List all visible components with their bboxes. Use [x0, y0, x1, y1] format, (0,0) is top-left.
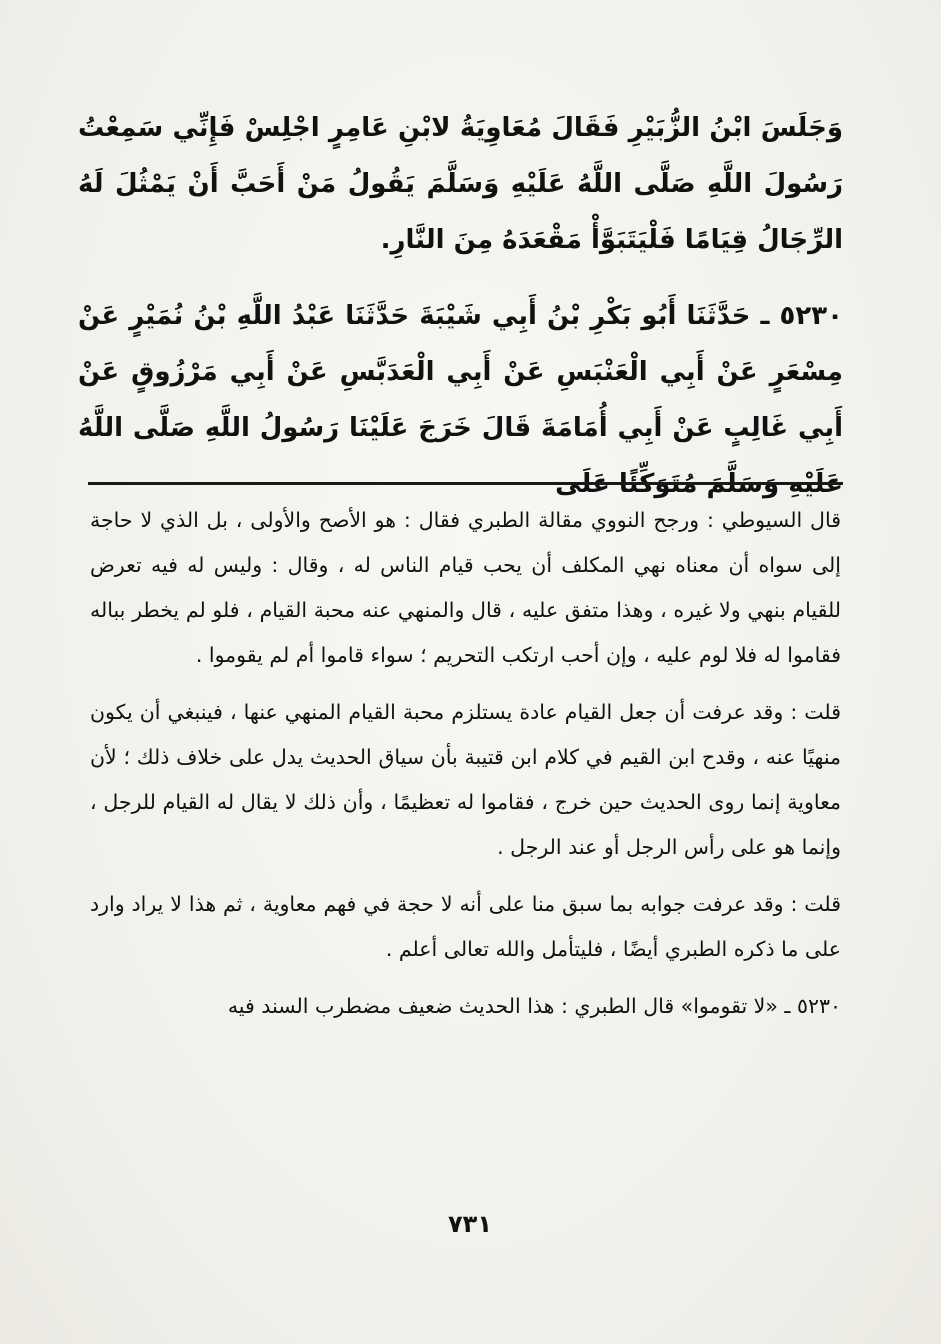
page-number: ٧٣١ [448, 1210, 492, 1238]
hadith-main-text [78, 100, 843, 532]
note-paragraph-1: قال السيوطي : ورجح النووي مقالة الطبري فقال : هو الأصح والأولى ، بل الذي لا حاجة إلى سواه أن معناه نهي المكلف أن يحب قيام الناس له ، وقال : وليس له فيه تعرض للقيام بنهي ولا غيره ، وهذا متفق عليه ، قال والمنهي عنه محبة القيام ، فلو لم يخطر بباله فقاموا له فلا لوم عليه ، وإن أحب ارتكب التحريم ؛ سواء قاموا أم لم يقوموا . [90, 508, 841, 667]
note-paragraph-4: ٥٢٣٠ ـ «لا تقوموا» قال الطبري : هذا الحديث ضعيف مضطرب السند فيه [227, 994, 841, 1018]
hadith-paragraph-2: ٥٢٣٠ ـ حَدَّثَنَا أَبُو بَكْرِ بْنُ أَبِي شَيْبَةَ حَدَّثَنَا عَبْدُ اللَّهِ بْنُ نُمَيْرٍ عَنْ مِسْعَرٍ عَنْ أَبِي الْعَنْبَسِ عَنْ أَبِي الْعَدَبَّسِ عَنْ أَبِي مَرْزُوقٍ عَنْ أَبِي غَالِبٍ عَنْ أَبِي أُمَامَةَ قَالَ خَرَجَ عَلَيْنَا رَسُولُ اللَّهِ صَلَّى اللَّهُ عَلَيْهِ وَسَلَّمَ مُتَوَكِّئًا عَلَى [78, 301, 843, 499]
note-paragraph-3: قلت : وقد عرفت جوابه بما سبق منا على أنه لا حجة في فهم معاوية ، ثم هذا لا يراد وارد على ما ذكره الطبري أيضًا ، فليتأمل والله تعالى أعلم . [90, 892, 841, 961]
hadith-paragraph-1: وَجَلَسَ ابْنُ الزُّبَيْرِ فَقَالَ مُعَاوِيَةُ لابْنِ عَامِرٍ اجْلِسْ فَإِنِّي سَمِعْتُ رَسُولَ اللَّهِ صَلَّى اللَّهُ عَلَيْهِ وَسَلَّمَ يَقُولُ مَنْ أَحَبَّ أَنْ يَمْثُلَ لَهُ الرِّجَالُ قِيَامًا فَلْيَتَبَوَّأْ مَقْعَدَهُ مِنَ النَّارِ. [78, 113, 843, 255]
commentary-notes [90, 498, 841, 1041]
footnote-divider [88, 482, 843, 485]
note-paragraph-2: قلت : وقد عرفت أن جعل القيام عادة يستلزم محبة القيام المنهي عنها ، فينبغي أن يكون منهيًا عنه ، وقدح ابن القيم في كلام ابن قتيبة بأن سياق الحديث يدل على خلاف ذلك ؛ لأن معاوية إنما روى الحديث حين خرج ، فقاموا له تعظيمًا ، وأن ذلك لا يقال له القيام للرجل ، وإنما هو على رأس الرجل أو عند الرجل . [90, 700, 841, 859]
